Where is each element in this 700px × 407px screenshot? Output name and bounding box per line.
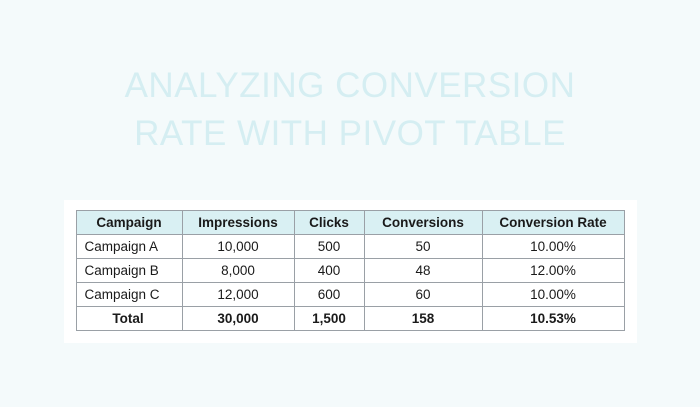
cell-impressions: 10,000 bbox=[182, 235, 294, 259]
column-header-clicks: Clicks bbox=[294, 211, 364, 235]
cell-impressions: 12,000 bbox=[182, 283, 294, 307]
pivot-table-container bbox=[64, 200, 637, 343]
column-header-conversions: Conversions bbox=[364, 211, 482, 235]
cell-impressions: 8,000 bbox=[182, 259, 294, 283]
cell-conversions: 48 bbox=[364, 259, 482, 283]
column-header-campaign: Campaign bbox=[76, 211, 182, 235]
page-title bbox=[70, 62, 630, 158]
cell-conversion-rate: 10.00% bbox=[482, 283, 624, 307]
cell-clicks: 400 bbox=[294, 259, 364, 283]
column-header-impressions: Impressions bbox=[182, 211, 294, 235]
table-row bbox=[76, 235, 624, 259]
cell-conversion-rate: 10.00% bbox=[482, 235, 624, 259]
column-header-conversion-rate: Conversion Rate bbox=[482, 211, 624, 235]
cell-campaign: Campaign C bbox=[76, 283, 182, 307]
page-title-line-2: RATE WITH PIVOT TABLE bbox=[134, 114, 566, 153]
page-title-line-1: ANALYZING CONVERSION bbox=[124, 66, 576, 105]
cell-conversions: 50 bbox=[364, 235, 482, 259]
cell-campaign: Campaign A bbox=[76, 235, 182, 259]
cell-clicks: 500 bbox=[294, 235, 364, 259]
table-row-total bbox=[76, 307, 624, 331]
table-row bbox=[76, 283, 624, 307]
cell-conversions: 60 bbox=[364, 283, 482, 307]
table-row bbox=[76, 259, 624, 283]
cell-total-conversions: 158 bbox=[364, 307, 482, 331]
table-header-row bbox=[76, 211, 624, 235]
cell-conversion-rate: 12.00% bbox=[482, 259, 624, 283]
cell-total-impressions: 30,000 bbox=[182, 307, 294, 331]
cell-total-label: Total bbox=[76, 307, 182, 331]
cell-campaign: Campaign B bbox=[76, 259, 182, 283]
table-header bbox=[76, 211, 624, 235]
cell-clicks: 600 bbox=[294, 283, 364, 307]
pivot-table bbox=[76, 210, 625, 331]
cell-total-clicks: 1,500 bbox=[294, 307, 364, 331]
table-body bbox=[76, 235, 624, 331]
cell-total-conversion-rate: 10.53% bbox=[482, 307, 624, 331]
